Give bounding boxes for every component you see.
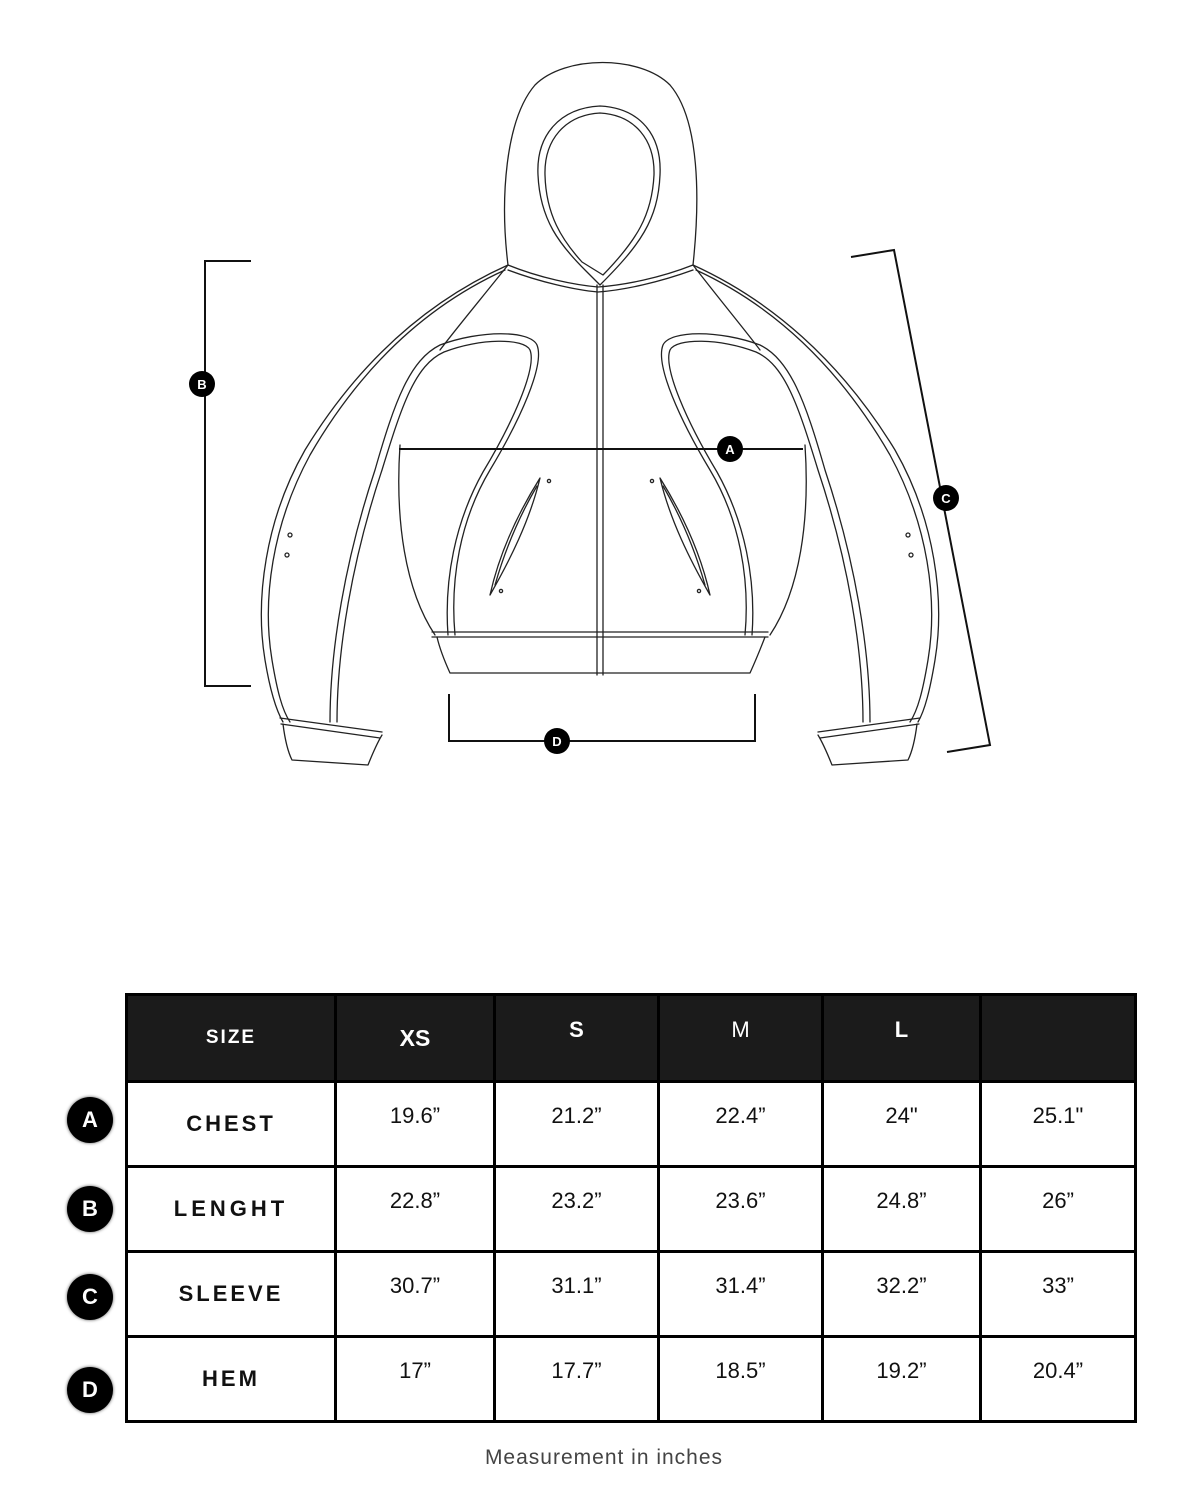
marker-b [189,371,215,397]
row-label: SLEEVE [127,1252,336,1337]
svg-text:B: B [197,377,207,392]
header-xs: XS [336,995,495,1082]
row-marker-b: B [67,1186,113,1232]
row-label: CHEST [127,1082,336,1167]
svg-text:A: A [725,442,735,457]
cell-m: 22.4” [659,1082,823,1167]
cell-l: 19.2” [823,1337,981,1422]
header-m: M [659,995,823,1082]
row-marker-c: C [67,1274,113,1320]
cell-s: 23.2” [495,1167,659,1252]
table-row-sleeve [127,1252,1136,1337]
cell-xl: 33” [981,1252,1136,1337]
svg-text:C: C [941,491,951,506]
sleeve-measure-bracket [851,250,990,752]
cell-s: 21.2” [495,1082,659,1167]
header-size: SIZE [127,995,336,1082]
header-l: L [823,995,981,1082]
cell-s: 31.1” [495,1252,659,1337]
cell-s: 17.7” [495,1337,659,1422]
size-chart-table [125,993,1137,1423]
cell-l: 32.2” [823,1252,981,1337]
row-marker-d: D [67,1367,113,1413]
table-row-length [127,1167,1136,1252]
row-marker-a: A [67,1097,113,1143]
cell-xl: 25.1" [981,1082,1136,1167]
cell-xs: 30.7” [336,1252,495,1337]
svg-text:D: D [552,734,562,749]
marker-d [544,728,570,754]
cell-xs: 17” [336,1337,495,1422]
cell-m: 23.6” [659,1167,823,1252]
row-label: HEM [127,1337,336,1422]
table-row-hem [127,1337,1136,1422]
hood-outline [505,63,697,266]
measurement-unit-caption: Measurement in inches [484,1446,724,1469]
cell-xs: 19.6” [336,1082,495,1167]
header-blank [981,995,1136,1082]
length-measure-bracket [205,261,251,686]
marker-a [717,436,743,462]
cell-m: 18.5” [659,1337,823,1422]
cell-m: 31.4” [659,1252,823,1337]
cell-xs: 22.8” [336,1167,495,1252]
table-row-chest [127,1082,1136,1167]
marker-c [933,485,959,511]
table-header-row [127,995,1136,1082]
cell-l: 24" [823,1082,981,1167]
row-label: LENGHT [127,1167,336,1252]
cell-xl: 20.4” [981,1337,1136,1422]
cell-xl: 26” [981,1167,1136,1252]
hem-measure-bracket [449,694,755,741]
header-s: S [495,995,659,1082]
cell-l: 24.8” [823,1167,981,1252]
